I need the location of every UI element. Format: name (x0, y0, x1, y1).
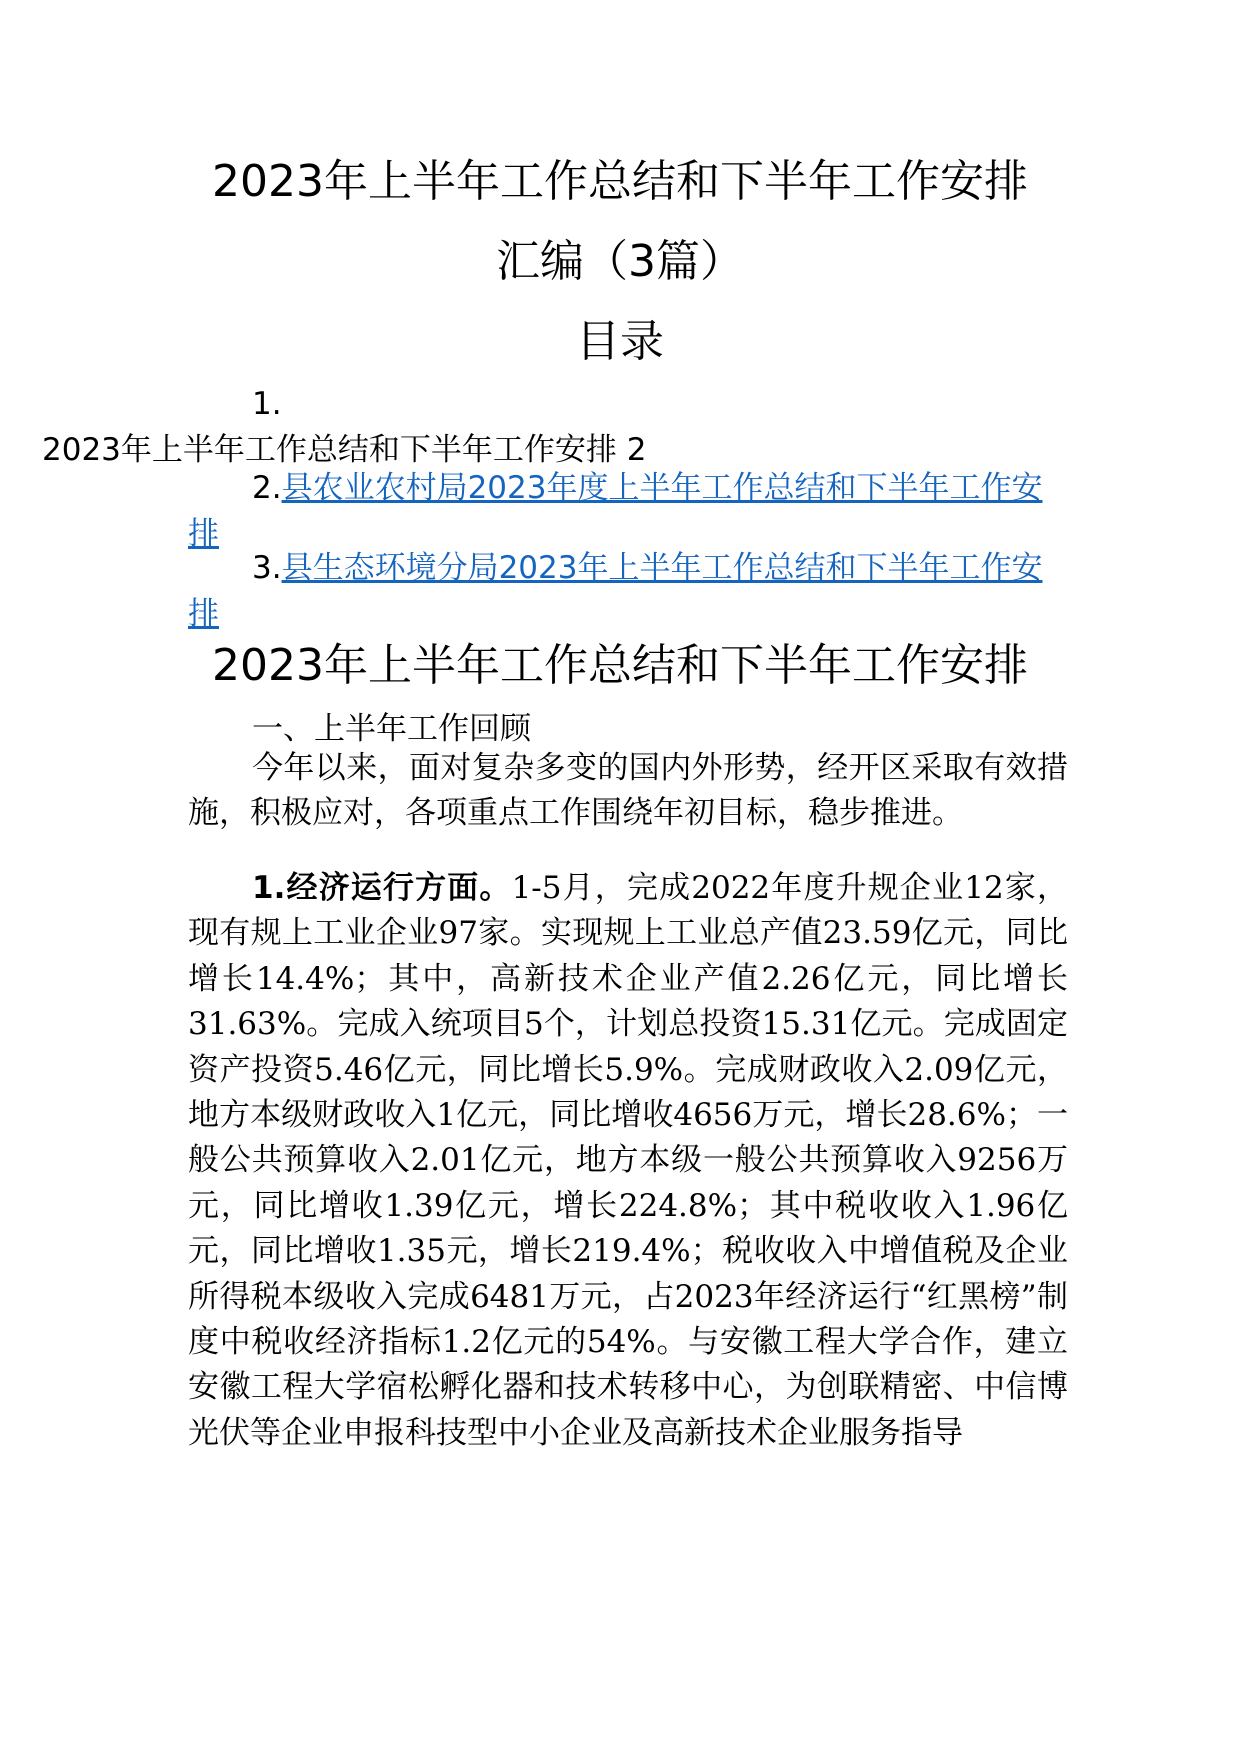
paragraph-2-body: 1-5月，完成2022年度升规企业12家，现有规上工业企业97家。实现规上工业总产值23.59亿元，同比增长14.4%；其中，高新技术企业产值2.26亿元，同比增长31.63%。完成入统项目5个，计划总投资15.31亿元。完成固定资产投资5.46亿元，同比增长5.9%。完成财政收入2.09亿元，地方本级财政收入1亿元，同比增收4656万元，增长28.6%；一般公共预算收入2.01亿元，地方本级一般公共预算收入9256万元，同比增收1.39亿元，增长224.8%；其中税收收入1.96亿元，同比增收1.35元，增长219.4%；税收收入中增值税及企业所得税本级收入完成6481万元，占2023年经济运行“红黑榜”制度中税收经济指标1.2亿元的54%。与安徽工程大学合作，建立安徽工程大学宿松孵化器和技术转移中心，为创联精密、中信博光伏等企业申报科技型中小企业及高新技术企业服务指导 (188, 870, 1068, 1451)
document-title-line2: 汇编（3篇） (496, 236, 744, 287)
paragraph-2 (188, 866, 1068, 1456)
toc-item-number: 3. (252, 550, 282, 586)
toc-link-3[interactable]: 县生态环境分局2023年上半年工作总结和下半年工作安排 (188, 550, 1043, 632)
toc-item-2[interactable] (188, 465, 1068, 557)
document-title-line1: 2023年上半年工作总结和下半年工作安排 (212, 156, 1028, 207)
section-title: 2023年上半年工作总结和下半年工作安排 (212, 640, 1028, 691)
toc-item-text: 2023年上半年工作总结和下半年工作安排 2 (42, 432, 647, 468)
toc-item-number: 1. (252, 386, 282, 422)
paragraph-1: 今年以来，面对复杂多变的国内外形势，经开区采取有效措施，积极应对，各项重点工作围绕年初目标，稳步推进。 (188, 750, 1068, 832)
section-heading-1: 一、上半年工作回顾 (252, 711, 531, 747)
toc-heading: 目录 (576, 316, 664, 367)
toc-link-2[interactable]: 县农业农村局2023年度上半年工作总结和下半年工作安排 (188, 470, 1043, 552)
toc-item-1 (42, 381, 1068, 473)
paragraph-2-lead: 1.经济运行方面。 (252, 870, 512, 906)
toc-item-number: 2. (252, 470, 282, 506)
toc-item-3[interactable] (188, 545, 1068, 637)
